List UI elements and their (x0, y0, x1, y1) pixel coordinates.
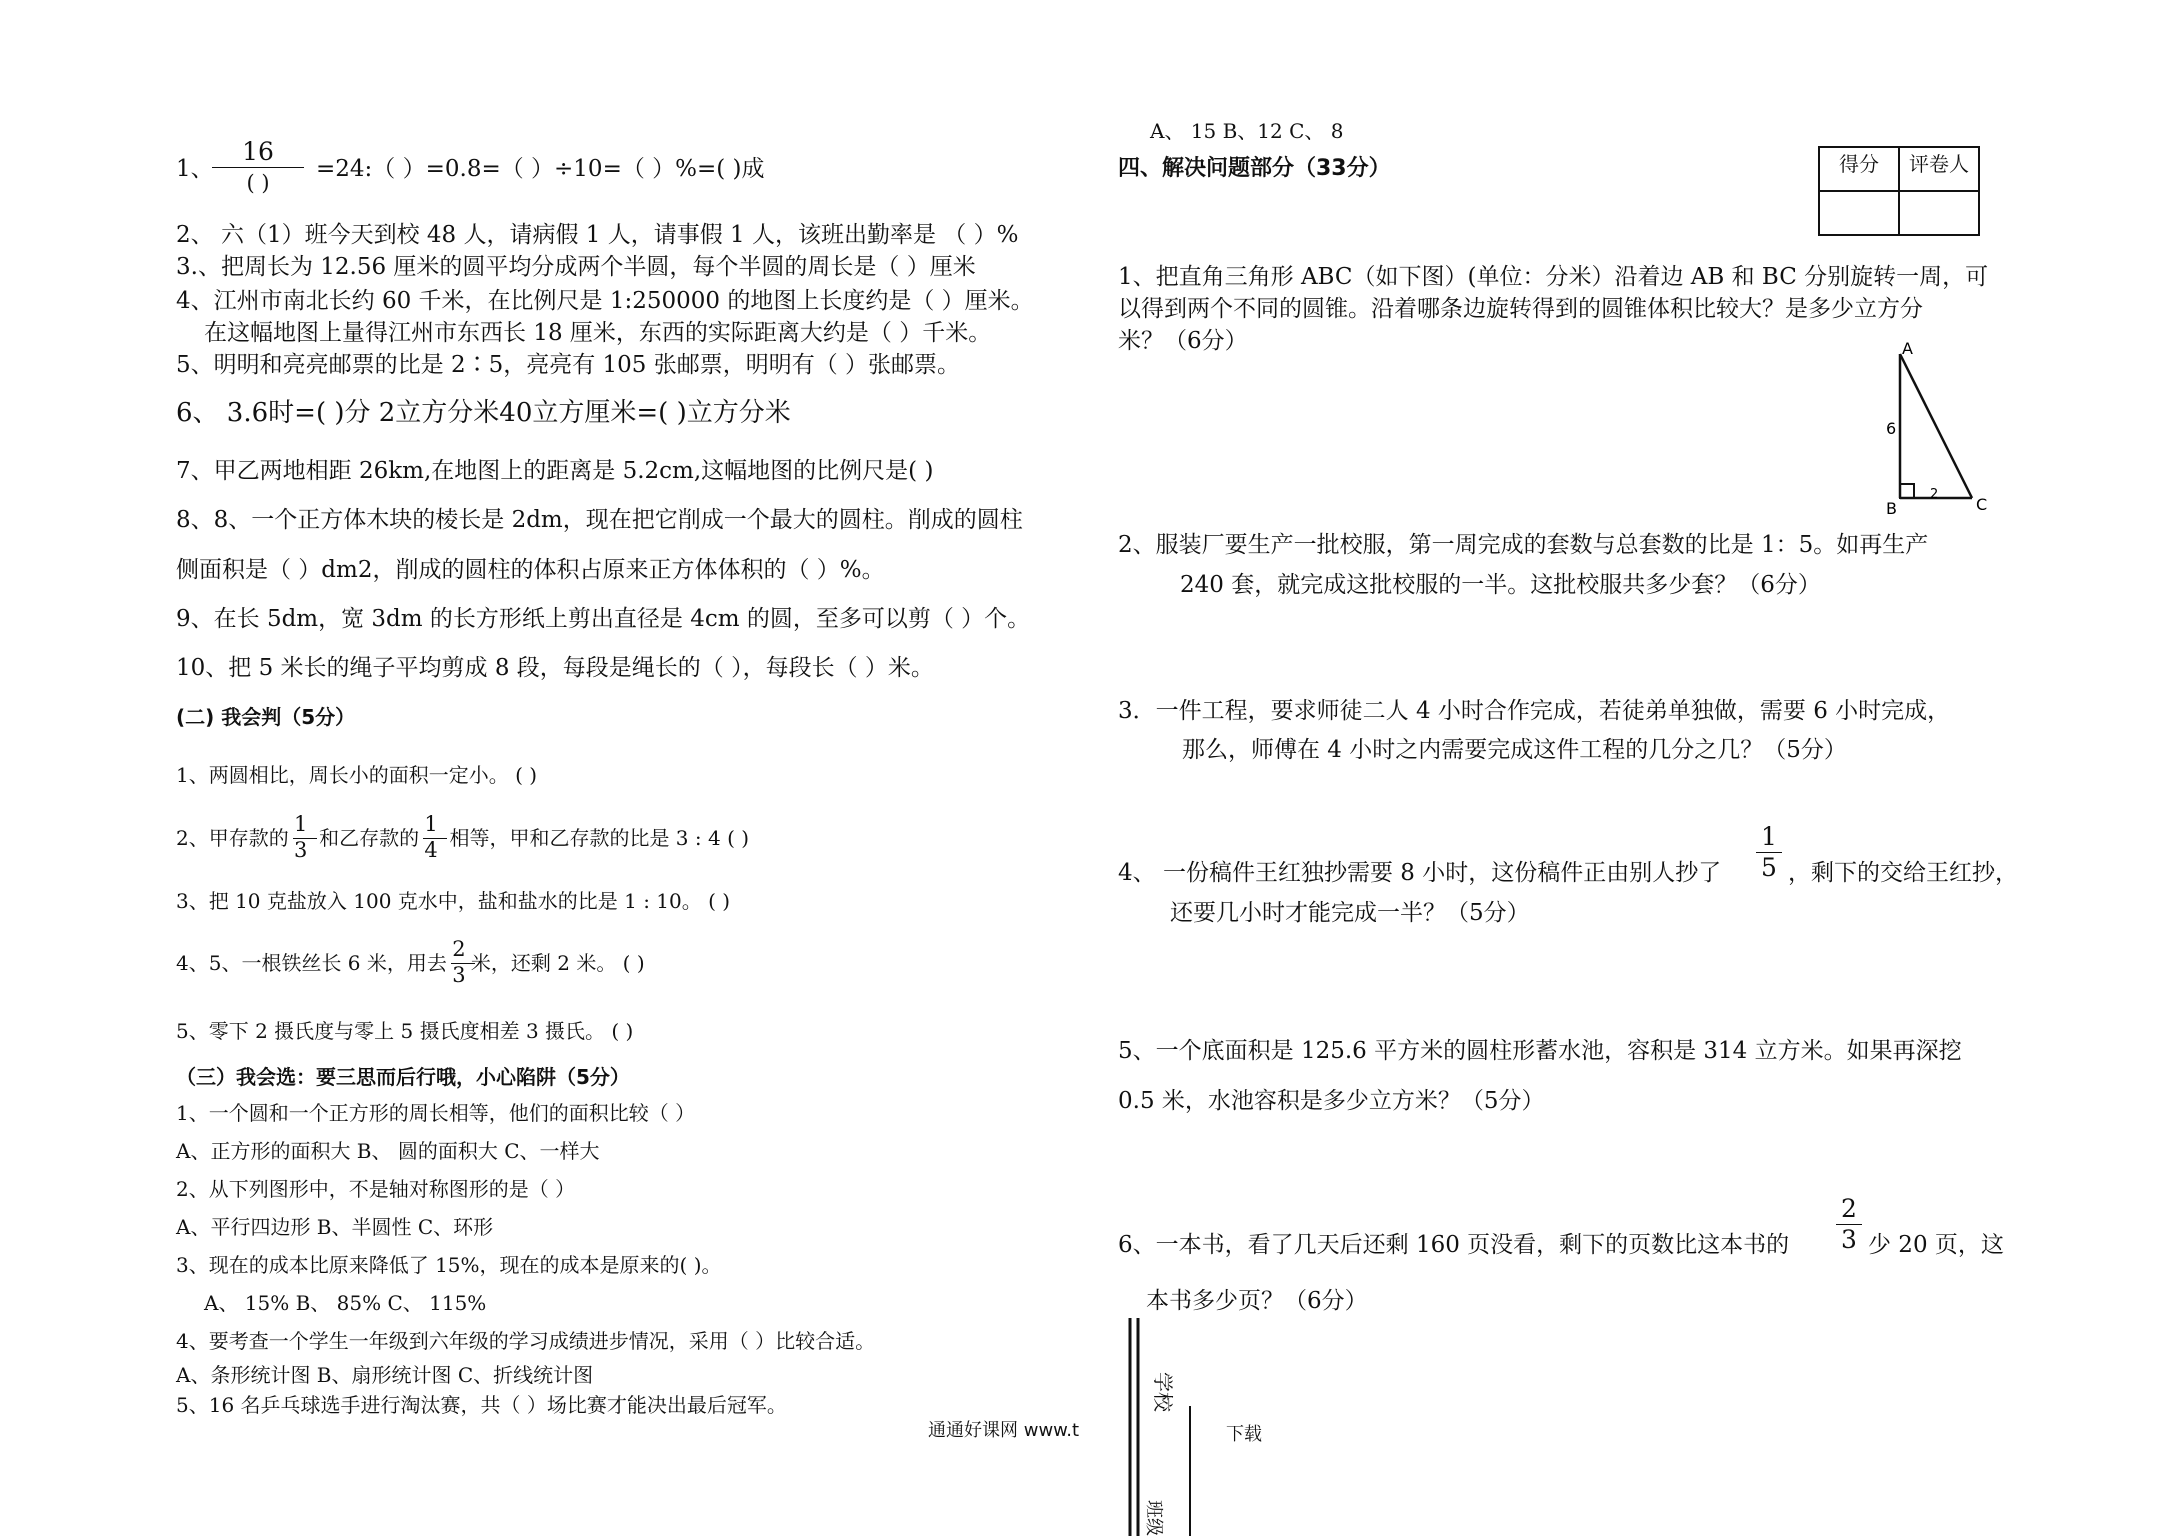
p5-line1: 5、一个底面积是 125.6 平方米的圆柱形蓄水池，容积是 314 立方米。如果再深挖 (1118, 1038, 1962, 1064)
p6-fraction: 2 3 (1836, 1196, 1862, 1253)
choice-1: 1、一个圆和一个正方形的周长相等，他们的面积比较（ ） (176, 1101, 696, 1125)
right-triangle-diagram (1880, 340, 2000, 520)
q4b: 在这幅地图上量得江州市东西长 18 厘米，东西的实际距离大约是（ ）千米。 (204, 320, 992, 346)
choice-4: 4、要考查一个学生一年级到六年级的学习成绩进步情况，采用（ ）比较合适。 (176, 1329, 876, 1353)
p3-line1: 3．一件工程，要求师徒二人 4 小时合作完成，若徒弟单独做，需要 6 小时完成， (1118, 698, 1951, 724)
watermark-class: 班级 (1143, 1500, 1164, 1536)
p1-line3: 米？（6分） (1118, 328, 1248, 354)
q1-rest: =24:（ ）=0.8=（ ）÷10=（ ）%=( )成 (316, 156, 765, 182)
q4a: 4、江州市南北长约 60 千米，在比例尺是 1:250000 的地图上长度约是（ ）厘米。 (176, 288, 1034, 314)
section-4-title: 四、解决问题部分（33分） (1118, 156, 1391, 181)
p5-line2: 0.5 米，水池容积是多少立方米？（5分） (1118, 1088, 1545, 1114)
score-table (1818, 146, 1980, 236)
section-3-title: （三）我会选：要三思而后行哦，小心陷阱（5分） (176, 1065, 630, 1089)
q10: 10、把 5 米长的绳子平均剪成 8 段，每段是绳长的（ ），每段长（ ）米。 (176, 655, 934, 681)
p4-fraction: 1 5 (1756, 824, 1782, 881)
choice-2: 2、从下列图形中，不是轴对称图形的是（ ） (176, 1177, 576, 1201)
score-cell-grader[interactable] (1899, 191, 1979, 235)
q7: 7、甲乙两地相距 26km,在地图上的距离是 5.2cm,这幅地图的比例尺是( ) (176, 458, 934, 484)
p4-line1: 4、 一份稿件王红独抄需要 8 小时，这份稿件正由别人抄了 (1118, 860, 1722, 886)
choice-1-options: A、正方形的面积大 B、 圆的面积大 C、一样大 (176, 1139, 600, 1163)
p6-line2: 本书多少页？（6分） (1146, 1288, 1368, 1314)
judge-2-frac-1: $\frac{1}{3}$ (289, 825, 313, 855)
p3-line2: 那么，师傅在 4 小时之内需要完成这件工程的几分之几？（5分） (1182, 737, 1847, 763)
p4-line1-end: ，剩下的交给王红抄， (1788, 860, 2018, 886)
p6-line1-end: 少 20 页，这 (1868, 1232, 2004, 1258)
p4-line2: 还要几小时才能完成一半？（5分） (1170, 900, 1530, 926)
choice-4-options: A、条形统计图 B、扇形统计图 C、折线统计图 (176, 1363, 594, 1387)
p2-line2: 240 套，就完成这批校服的一半。这批校服共多少套？（6分） (1180, 572, 1821, 598)
score-header-grader: 评卷人 (1899, 147, 1979, 191)
judge-4: 4、5、一根铁丝长 6 米，用去 $\frac{2}{3}$ 米，还剩 2 米。 ( ) (176, 936, 645, 987)
tri-label-c: C (1976, 495, 1988, 514)
tri-label-bc: 2 (1930, 487, 1939, 502)
score-header-points: 得分 (1819, 147, 1899, 191)
choice-3-options: A、 15% B、 85% C、 115% (204, 1291, 487, 1315)
judge-1: 1、两圆相比，周长小的面积一定小。 ( ) (176, 763, 538, 787)
judge-3: 3、把 10 克盐放入 100 克水中，盐和盐水的比是 1 : 10。 ( ) (176, 889, 731, 913)
p1-line2: 以得到两个不同的圆锥。沿着哪条边旋转得到的圆锥体积比较大？是多少立方分 (1118, 296, 1923, 322)
footer-watermark: 通通好课网 www.t (928, 1420, 1080, 1441)
q6: 6、 3.6时=( )分 2立方分米40立方厘米=( )立方分米 (176, 398, 791, 428)
q9: 9、在长 5dm，宽 3dm 的长方形纸上剪出直径是 4cm 的圆，至多可以剪（ ）个。 (176, 606, 1031, 632)
q5: 5、明明和亮亮邮票的比是 2∶5，亮亮有 105 张邮票，明明有（ ）张邮票。 (176, 352, 961, 378)
q1: 1、 (176, 156, 214, 182)
tri-label-a: A (1902, 340, 1913, 358)
tri-label-b: B (1886, 499, 1897, 518)
q2: 2、 六（1）班今天到校 48 人，请病假 1 人，请事假 1 人，该班出勤率是 （ ）% (176, 222, 1019, 248)
q8a: 8、8、一个正方体木块的棱长是 2dm，现在把它削成一个最大的圆柱。削成的圆柱 (176, 507, 1023, 533)
section-2-title: (二) 我会判（5分） (176, 705, 356, 729)
score-cell-points[interactable] (1819, 191, 1899, 235)
q3: 3.、把周长为 12.56 厘米的圆平均分成两个半圆，每个半圆的周长是（ ）厘米 (176, 254, 976, 280)
p1-line1: 1、把直角三角形 ABC（如下图）(单位：分米）沿着边 AB 和 BC 分别旋转一周，可 (1118, 264, 1989, 290)
judge-4-frac: $\frac{2}{3}$ (447, 950, 471, 980)
q8b: 侧面积是（ ）dm2，削成的圆柱的体积占原来正方体体积的（ ）%。 (176, 557, 885, 583)
q1-numerator: 16 (242, 137, 274, 166)
judge-2-frac-2: $\frac{1}{4}$ (419, 825, 443, 855)
right-top-options: A、 15 B、12 C、 8 (1150, 119, 1344, 143)
choice-3: 3、现在的成本比原来降低了 15%，现在的成本是原来的( )。 (176, 1253, 722, 1277)
judge-5: 5、零下 2 摄氏度与零上 5 摄氏度相差 3 摄氏。 ( ) (176, 1019, 634, 1043)
q1-fraction (212, 139, 304, 196)
watermark-download: 下载 (1226, 1424, 1262, 1445)
watermark-school: 学校 (1151, 1372, 1175, 1412)
binding-margin-lines (1118, 1318, 1238, 1536)
p6-line1: 6、一本书，看了几天后还剩 160 页没看，剩下的页数比这本书的 (1118, 1232, 1790, 1258)
choice-5: 5、16 名乒乓球选手进行淘汰赛，共（ ）场比赛才能决出最后冠军。 (176, 1393, 787, 1417)
judge-2: 2、甲存款的 $\frac{1}{3}$ 和乙存款的 $\frac{1}{4}$ 相等，甲和乙存款的比是 3 : 4 ( ) (176, 811, 750, 862)
q1-denominator: ( ) (246, 171, 270, 195)
tri-label-ab: 6 (1886, 419, 1897, 438)
choice-2-options: A、平行四边形 B、半圆性 C、环形 (176, 1215, 494, 1239)
p2-line1: 2、服装厂要生产一批校服，第一周完成的套数与总套数的比是 1：5。如再生产 (1118, 532, 1929, 558)
